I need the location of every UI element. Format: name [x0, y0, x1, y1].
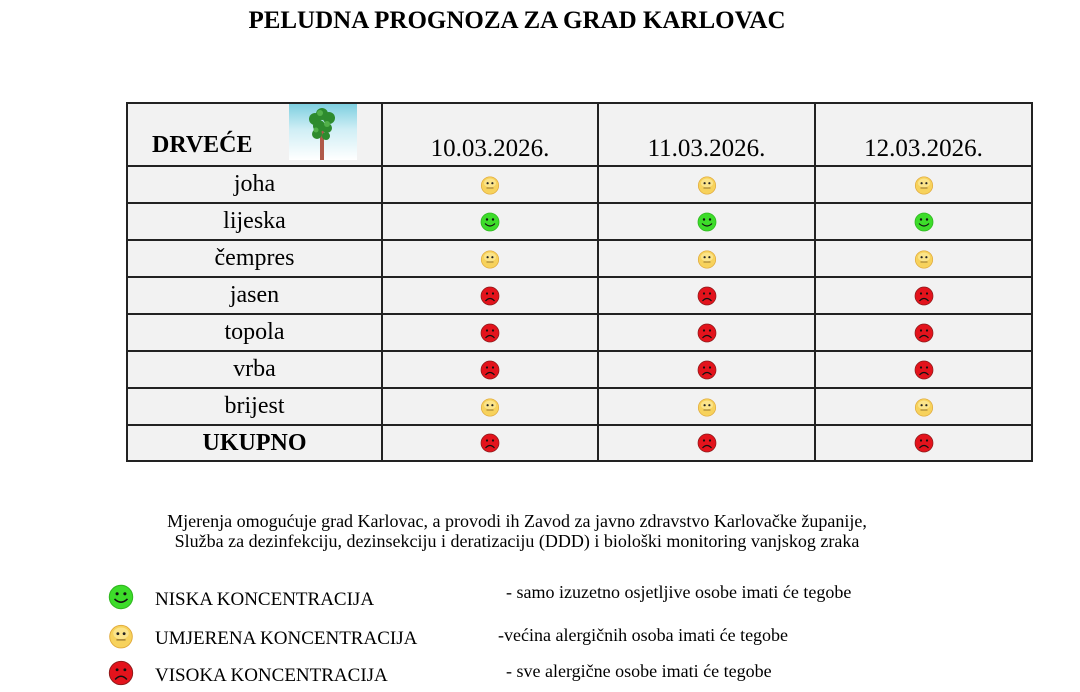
- header-cell-trees: [127, 103, 382, 166]
- yellow-neutral-icon: [914, 249, 934, 269]
- yellow-neutral-icon: [697, 175, 717, 195]
- level-cell: [598, 425, 815, 461]
- legend-label: VISOKA KONCENTRACIJA: [155, 665, 388, 686]
- level-cell: [815, 240, 1032, 277]
- level-cell: [382, 203, 598, 240]
- note-line-2: Služba za dezinfekciju, dezinsekciju i deratizaciju (DDD) i biološki monitoring vanjskog zraka: [174, 531, 860, 551]
- table-row: [127, 314, 1032, 351]
- plant-name: čempres: [127, 240, 382, 277]
- pollen-forecast-table: [126, 102, 1033, 462]
- yellow-neutral-icon: [480, 175, 500, 195]
- level-cell: [598, 240, 815, 277]
- table-row: [127, 351, 1032, 388]
- measurement-note: [0, 511, 1034, 551]
- legend-description: -većina alergičnih osoba imati će tegobe: [498, 625, 789, 645]
- plant-name: jasen: [127, 277, 382, 314]
- level-cell: [598, 203, 815, 240]
- red-frown-icon: [480, 360, 500, 380]
- level-cell: [815, 203, 1032, 240]
- yellow-neutral-icon: [108, 623, 134, 649]
- red-frown-icon: [914, 360, 934, 380]
- level-cell: [815, 277, 1032, 314]
- table-row: [127, 166, 1032, 203]
- level-cell: [598, 314, 815, 351]
- plant-name: brijest: [127, 388, 382, 425]
- level-cell: [382, 425, 598, 461]
- tree-icon: [289, 104, 357, 160]
- red-frown-icon: [914, 286, 934, 306]
- date-header: 10.03.2026.: [382, 103, 598, 166]
- yellow-neutral-icon: [914, 397, 934, 417]
- red-frown-icon: [480, 433, 500, 453]
- legend-description: - samo izuzetno osjetljive osobe imati će tegobe: [506, 582, 852, 602]
- legend-label: UMJERENA KONCENTRACIJA: [155, 628, 418, 649]
- plant-name: UKUPNO: [127, 425, 382, 461]
- red-frown-icon: [480, 323, 500, 343]
- level-cell: [815, 425, 1032, 461]
- level-cell: [815, 351, 1032, 388]
- date-header: 12.03.2026.: [815, 103, 1032, 166]
- green-smile-icon: [914, 212, 934, 232]
- level-cell: [382, 388, 598, 425]
- plant-name: joha: [127, 166, 382, 203]
- yellow-neutral-icon: [914, 175, 934, 195]
- level-cell: [598, 166, 815, 203]
- page-title: PELUDNA PROGNOZA ZA GRAD KARLOVAC: [248, 7, 786, 34]
- green-smile-icon: [108, 584, 134, 610]
- yellow-neutral-icon: [697, 397, 717, 417]
- level-cell: [382, 314, 598, 351]
- green-smile-icon: [697, 212, 717, 232]
- red-frown-icon: [914, 323, 934, 343]
- red-frown-icon: [108, 660, 134, 686]
- red-frown-icon: [697, 323, 717, 343]
- level-cell: [382, 277, 598, 314]
- red-frown-icon: [914, 433, 934, 453]
- plant-name: vrba: [127, 351, 382, 388]
- table-row: [127, 388, 1032, 425]
- yellow-neutral-icon: [697, 249, 717, 269]
- table-row: [127, 203, 1032, 240]
- level-cell: [598, 277, 815, 314]
- red-frown-icon: [480, 286, 500, 306]
- legend-label: NISKA KONCENTRACIJA: [155, 589, 375, 610]
- legend-description: - sve alergične osobe imati će tegobe: [506, 661, 772, 681]
- date-header: 11.03.2026.: [598, 103, 815, 166]
- table-header-row: [127, 103, 1032, 166]
- level-cell: [815, 166, 1032, 203]
- table-row: [127, 425, 1032, 461]
- green-smile-icon: [480, 212, 500, 232]
- yellow-neutral-icon: [480, 397, 500, 417]
- note-line-1: Mjerenja omogućuje grad Karlovac, a provodi ih Zavod za javno zdravstvo Karlovačke županije,: [167, 511, 867, 531]
- red-frown-icon: [697, 360, 717, 380]
- level-cell: [815, 388, 1032, 425]
- level-cell: [382, 240, 598, 277]
- level-cell: [598, 351, 815, 388]
- red-frown-icon: [697, 286, 717, 306]
- table-row: [127, 240, 1032, 277]
- level-cell: [382, 166, 598, 203]
- plant-name: lijeska: [127, 203, 382, 240]
- plant-name: topola: [127, 314, 382, 351]
- yellow-neutral-icon: [480, 249, 500, 269]
- level-cell: [815, 314, 1032, 351]
- red-frown-icon: [697, 433, 717, 453]
- header-label: DRVEĆE: [152, 132, 253, 158]
- level-cell: [382, 351, 598, 388]
- level-cell: [598, 388, 815, 425]
- table-row: [127, 277, 1032, 314]
